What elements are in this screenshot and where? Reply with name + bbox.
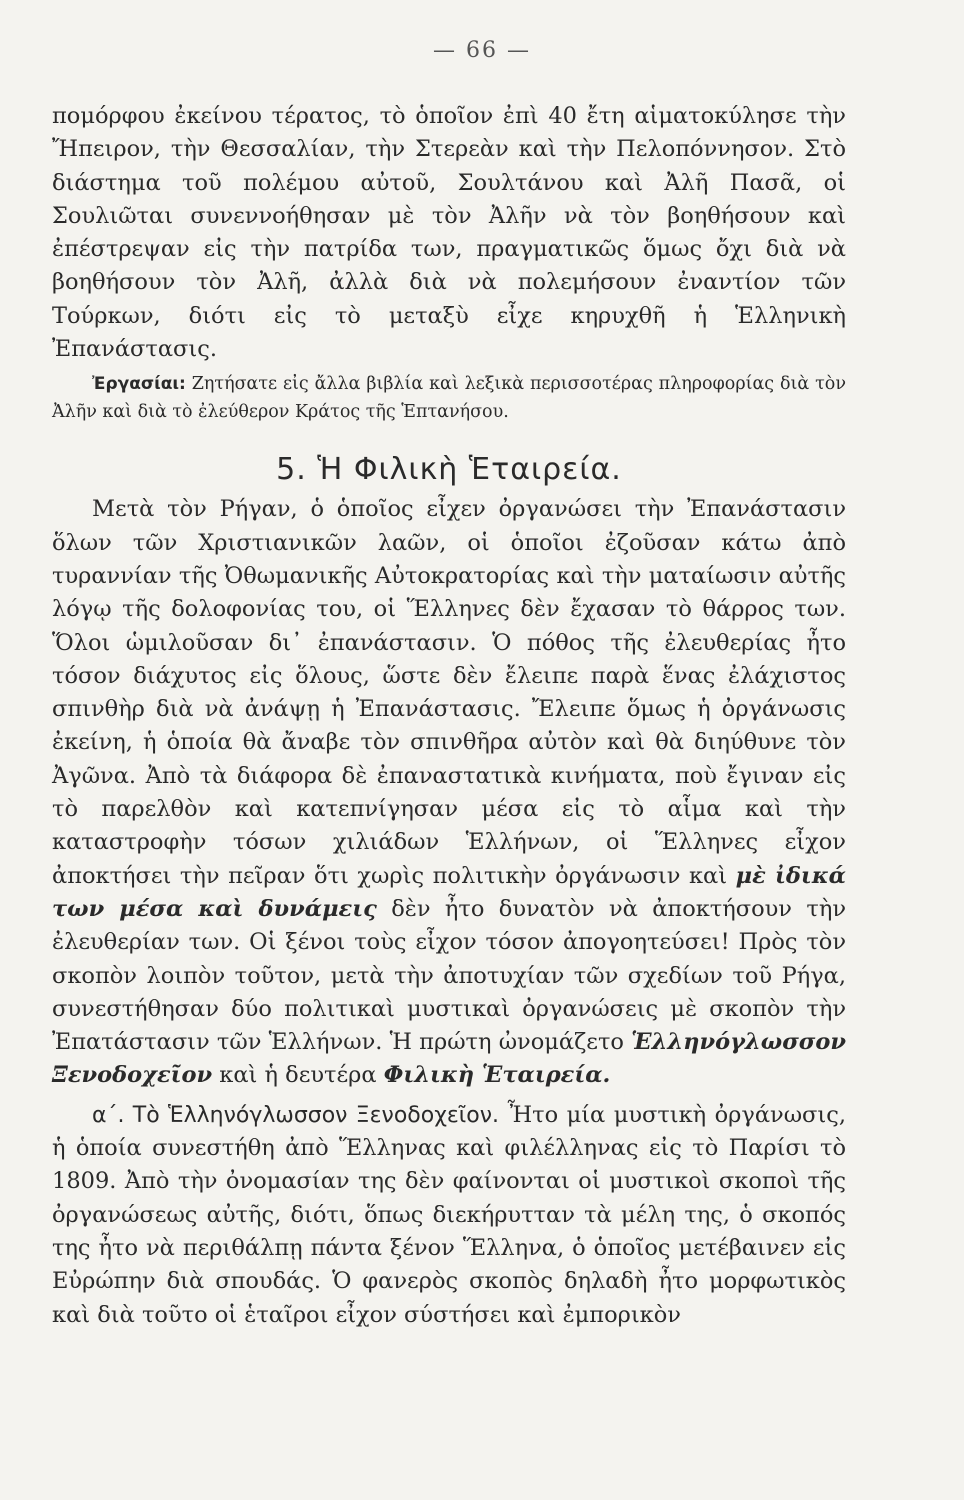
- paragraph-text: καὶ ἡ δευτέρα: [212, 1062, 377, 1089]
- emphasis-text: μὲ ἰδικά των μέσα καὶ δυνάμεις: [52, 862, 846, 922]
- page-number: — 66 —: [433, 38, 531, 63]
- exercise-text: Ζητήσατε εἰς ἄλλα βιβλία καὶ λεξικὰ περισσοτέρας πληροφορίας διὰ τὸν Ἀλῆν καὶ διὰ τὸ ἐλεύθερον Κράτος τῆς Ἑπτανήσου.: [52, 374, 846, 423]
- section-heading: 5. Ἡ Φιλικὴ Ἑταιρεία.: [276, 452, 622, 488]
- paragraph-continuation: πομόρφου ἐκείνου τέρατος, τὸ ὁποῖον ἐπὶ 40 ἔτη αἱματοκύλησε τὴν Ἤπειρον, τὴν Θεσσαλίαν, τὴν Στερεὰν καὶ τὴν Πελοπόννησον. Στὸ διάστημα τοῦ πολέμου αὐτοῦ, Σουλτάνου καὶ Ἀλῆ Πασᾶ, οἱ Σουλιῶται συνεννοήθησαν μὲ τὸν Ἀλῆν νὰ τὸν βοηθήσουν καὶ ἐπέστρεψαν εἰς τὴν πατρίδα των, πραγματικῶς ὅμως ὄχι διὰ νὰ βοηθήσουν τὸν Ἀλῆ, ἀλλὰ διὰ νὰ πολεμήσουν ἐναντίον τῶν Τούρκων, διότι εἰς τὸ μεταξὺ εἶχε κηρυχθῆ ἡ Ἑλληνικὴ Ἐπανάστασις.: [52, 103, 846, 363]
- paragraph-xenodocheion: [52, 1099, 846, 1332]
- paragraph-text: Μετὰ τὸν Ρήγαν, ὁ ὁποῖος εἶχεν ὀργανώσει τὴν Ἐπανάστασιν ὅλων τῶν Χριστιανικῶν λαῶν, οἱ ὁποῖοι ἐζοῦσαν κάτω ἀπὸ τυραννίαν τῆς Ὀθωμανικῆς Αὐτοκρατορίας καὶ τὴν ματαίωσιν αὐτῆς λόγῳ τῆς δολοφονίας του, οἱ Ἕλληνες δὲν ἔχασαν τὸ θάρρος των. Ὅλοι ὡμιλοῦσαν δι᾽ ἐπανάστασιν. Ὁ πόθος τῆς ἐλευθερίας ἦτο τόσον διάχυτος εἰς ὅλους, ὥστε δὲν ἔλειπε παρὰ ἕνας ἐλάχιστος σπινθὴρ διὰ νὰ ἀνάψῃ ἡ Ἐπανάστασις. Ἔλειπε ὅμως ἡ ὀργάνωσις ἐκείνη, ἡ ὁποία θὰ ἄναβε τὸν σπινθῆρα αὐτὸν καὶ θὰ διηύθυνε τὸν Ἀγῶνα. Ἀπὸ τὰ διάφορα δὲ ἐπαναστατικὰ κινήματα, ποὺ ἔγιναν εἰς τὸ παρελθὸν καὶ κατεπνίγησαν μέσα εἰς τὸ αἷμα καὶ τὴν καταστροφὴν τόσων χιλιάδων Ἑλλήνων, οἱ Ἕλληνες εἶχον ἀποκτήσει τὴν πεῖραν ὅτι χωρὶς πολιτικὴν ὀργάνωσιν καὶ: [52, 496, 846, 889]
- page-content: [52, 100, 846, 1332]
- exercise-note: [52, 370, 846, 426]
- exercise-label: Ἐργασίαι:: [92, 374, 186, 395]
- emphasis-text: Φιλικὴ Ἑταιρεία.: [383, 1062, 611, 1089]
- paragraph-text: Ἦτο μία μυστικὴ ὀργάνωσις, ἡ ὁποία συνεστήθη ἀπὸ Ἕλληνας καὶ φιλέλληνας εἰς τὸ Παρίσι τὸ 1809. Ἀπὸ τὴν ὀνομασίαν της δὲν φαίνονται οἱ μυστικοὶ σκοποὶ τῆς ὀργανώσεως αὐτῆς, διότι, ὅπως διεκήρυτταν τὰ μέλη της, ὁ σκοπός της ἦτο νὰ περιθάλπῃ πάντα ξένον Ἕλληνα, ὁ ὁποῖος μετέβαινεν εἰς Εὐρώπην διὰ σπουδάς. Ὁ φανερὸς σκοπὸς δηλαδὴ ἦτο μορφωτικὸς καὶ διὰ τοῦτο οἱ ἑταῖροι εἶχον σύστήσει καὶ ἐμπορικὸν: [52, 1101, 846, 1328]
- paragraph-text: δὲν ἦτο δυνατὸν νὰ ἀποκτήσουν τὴν ἐλευθερίαν των. Οἱ ξένοι τοὺς εἶχον τόσον ἀπογοητεύσει! Πρὸς τὸν σκοπὸν λοιπὸν τοῦτον, μετὰ τὴν ἀποτυχίαν τῶν σχεδίων τοῦ Ρήγα, συνεστήθησαν δύο πολιτικαὶ μυστικαὶ ὀργανώσεις μὲ σκοπὸν τὴν Ἐπατάστασιν τῶν Ἑλλήνων. Ἡ πρώτη ὠνομάζετο: [52, 895, 846, 1056]
- subsection-label: α΄. Τὸ Ἑλληνόγλωσσον Ξενοδοχεῖον.: [92, 1102, 499, 1128]
- emphasis-text: Ἑλληνόγλωσσον Ξενοδοχεῖον: [52, 1029, 846, 1089]
- paragraph-filiki-intro: [52, 493, 846, 1092]
